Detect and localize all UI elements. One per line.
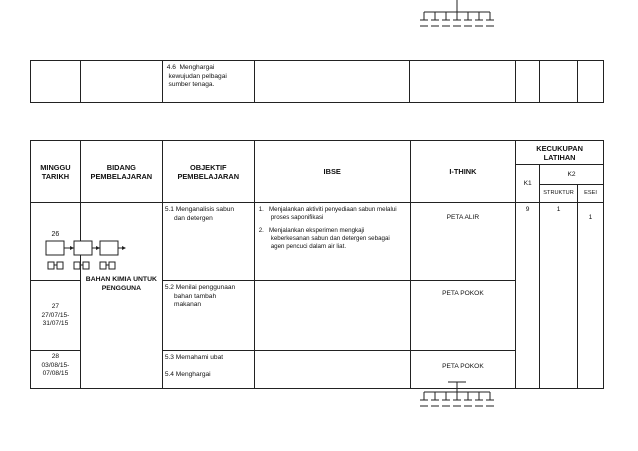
flow-map-icon [44, 240, 134, 272]
cell-empty [254, 61, 410, 103]
struktur-cell: 1 [540, 203, 578, 389]
objective-cell: 4.6 Menghargai kewujudan pelbagai sumber tenaga. [162, 61, 254, 103]
header-bidang: BIDANG PEMBELAJARAN [80, 141, 162, 203]
top-table [30, 60, 604, 103]
header-objektif: OBJEKTIF PEMBELAJARAN [162, 141, 254, 203]
cell-empty [578, 61, 604, 103]
week-number: 26 [51, 231, 60, 238]
header-ibse: IBSE [254, 141, 410, 203]
cell-empty [516, 61, 540, 103]
cell-empty [410, 61, 516, 103]
cell-empty [31, 61, 81, 103]
ithink-cell: PETA POKOK [410, 351, 516, 389]
objective-cell: 5.1 Menganalisis sabun dan detergen [162, 203, 254, 281]
week-cell: 27 27/07/15- 31/07/15 [31, 281, 81, 351]
objective-cell: 5.2 Menilai penggunaan bahan tambah makanan [162, 281, 254, 351]
tree-map-icon-bottom [418, 380, 496, 410]
ibse-cell [254, 351, 410, 389]
ibse-cell [254, 281, 410, 351]
header-struktur: STRUKTUR [540, 185, 578, 203]
ibse-cell [254, 203, 410, 281]
header-k1: K1 [516, 165, 540, 203]
cell-empty [80, 61, 162, 103]
header-minggu: MINGGU TARIKH [31, 141, 81, 203]
ibse-item: 2. Menjalankan eksperimen mengkaji keberkesanan sabun dan detergen sebagai agen pencuci dalam air liat. [258, 227, 390, 250]
ibse-item: 1. Menjalankan aktiviti penyediaan sabun melalui proses saponifikasi [258, 206, 397, 221]
header-esei: ESEI [578, 185, 604, 203]
k1-cell: 9 [516, 203, 540, 389]
esei-cell: 1 [578, 203, 604, 389]
ithink-cell: PETA ALIR [410, 203, 516, 281]
objective-line: 5.4 Menghargai [164, 370, 211, 378]
ithink-cell: PETA POKOK [410, 281, 516, 351]
header-k2: K2 [540, 165, 604, 185]
objective-cell [162, 351, 254, 389]
header-kecukupan: KECUKUPAN LATIHAN [516, 141, 604, 165]
tree-map-icon-top [418, 0, 496, 30]
week-cell: 28 03/08/15- 07/08/15 [31, 351, 81, 389]
bidang-cell: BAHAN KIMIA UNTUK PENGGUNA [80, 203, 162, 389]
header-ithink: I-THINK [410, 141, 516, 203]
cell-empty [540, 61, 578, 103]
objective-line: 5.3 Memahami ubat [164, 354, 224, 361]
